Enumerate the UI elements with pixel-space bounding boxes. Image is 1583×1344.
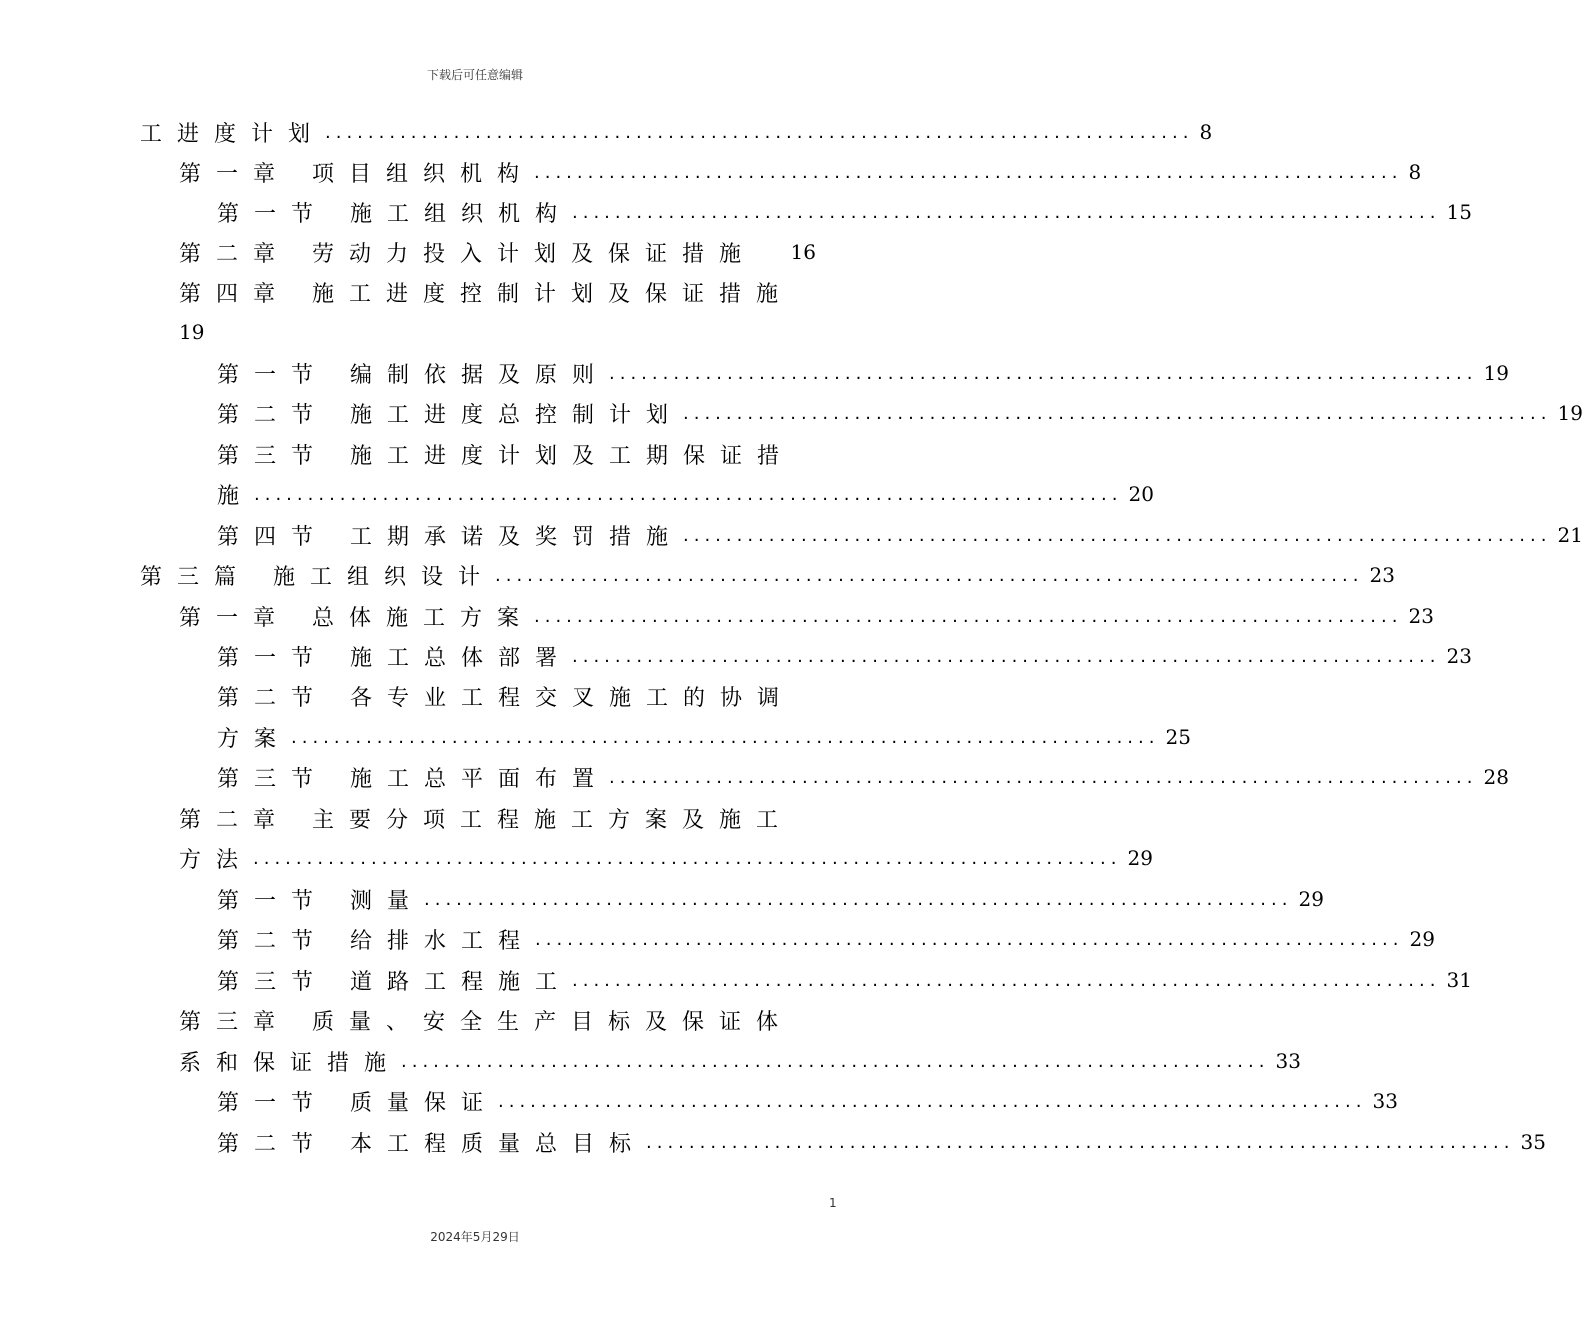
toc-entry-page: 8	[1408, 160, 1422, 184]
toc-entry[interactable]	[217, 393, 1583, 433]
toc-entry-page: 31	[1446, 968, 1472, 992]
toc-entry[interactable]	[217, 879, 1324, 919]
toc-entry[interactable]	[217, 919, 1435, 959]
toc-entry[interactable]	[140, 555, 1395, 595]
toc-leader-dots: .................................................................................	[291, 726, 1160, 748]
page-footer-date: 2024年5月29日	[430, 1230, 520, 1244]
toc-entry-page: 33	[1275, 1049, 1301, 1073]
toc-entry-page: 15	[1446, 200, 1472, 224]
toc-leader-dots: .................................................................................	[253, 847, 1122, 869]
toc-leader-dots: .................................................................................	[535, 928, 1404, 950]
page-number: 1	[829, 1196, 837, 1210]
toc-entry[interactable]	[217, 474, 1154, 514]
toc-entry-page: 23	[1408, 604, 1434, 628]
toc-leader-dots: .................................................................................	[572, 969, 1441, 991]
toc-entry-title: 工进度计划	[140, 121, 326, 147]
toc-entry-page: 29	[1127, 846, 1153, 870]
toc-entry[interactable]	[140, 112, 1213, 152]
toc-entry[interactable]	[217, 192, 1472, 232]
toc-entry[interactable]	[179, 152, 1422, 192]
toc-entry-title: 第三节 道路工程施工	[217, 969, 572, 995]
toc-entry-title: 第一章 项目组织机构	[179, 161, 534, 187]
toc-entry-title: 第一节 施工组织机构	[217, 201, 572, 227]
toc-leader-dots: .................................................................................	[495, 564, 1364, 586]
toc-entry[interactable]	[217, 1081, 1398, 1121]
toc-entry[interactable]	[217, 434, 794, 474]
toc-entry-page: 33	[1372, 1089, 1398, 1113]
toc-entry-title: 第四章 施工进度控制计划及保证措施	[179, 281, 793, 307]
toc-entry-page: 28	[1483, 765, 1509, 789]
toc-entry-title: 施	[217, 483, 255, 509]
toc-entry-title: 第四节 工期承诺及奖罚措施	[217, 524, 683, 550]
toc-entry-title: 第二章 劳动力投入计划及保证措施	[179, 241, 756, 267]
toc-entry[interactable]	[179, 312, 204, 352]
toc-leader-dots: .................................................................................	[325, 121, 1194, 143]
toc-entry-title: 第一节 质量保证	[217, 1090, 498, 1116]
toc-entry-page: 29	[1409, 927, 1435, 951]
toc-leader-dots: .................................................................................	[609, 362, 1478, 384]
toc-leader-dots: .................................................................................	[646, 1131, 1515, 1153]
toc-entry-title: 方法	[179, 847, 254, 873]
page-header: 下载后可任意编辑	[426, 68, 523, 82]
toc-entry-title: 系和保证措施	[179, 1050, 402, 1076]
toc-entry-page: 20	[1128, 482, 1154, 506]
toc-entry-title: 第一节 测量	[217, 888, 424, 914]
toc-entry-title: 第二节 施工进度总控制计划	[217, 402, 683, 428]
toc-entry[interactable]	[217, 960, 1472, 1000]
toc-entry-page: 21	[1557, 523, 1583, 547]
toc-leader-dots: .................................................................................	[498, 1090, 1367, 1112]
toc-entry-title: 第二节 给排水工程	[217, 928, 535, 954]
toc-leader-dots: .................................................................................	[572, 201, 1441, 223]
toc-entry-page: 23	[1446, 644, 1472, 668]
toc-entry-page: 19	[1483, 361, 1509, 385]
toc-leader-dots: .................................................................................	[401, 1050, 1270, 1072]
toc-leader-dots: .................................................................................	[424, 888, 1293, 910]
toc-leader-dots: .................................................................................	[534, 605, 1403, 627]
toc-leader-dots: .................................................................................	[572, 645, 1441, 667]
toc-entry-page: 19	[1557, 401, 1583, 425]
toc-entry[interactable]	[179, 232, 816, 272]
toc-entry-page: 23	[1369, 563, 1395, 587]
toc-entry-title: 第二节 本工程质量总目标	[217, 1131, 646, 1157]
toc-entry[interactable]	[217, 353, 1509, 393]
toc-entry-title: 第一章 总体施工方案	[179, 605, 534, 631]
toc-leader-dots: .................................................................................	[534, 161, 1403, 183]
toc-entry-page: 29	[1298, 887, 1324, 911]
toc-entry[interactable]	[217, 636, 1472, 676]
toc-entry-page: 8	[1199, 120, 1213, 144]
toc-entry[interactable]	[179, 272, 793, 312]
toc-entry-page: 35	[1520, 1130, 1546, 1154]
toc-entry-page: 16	[790, 240, 816, 264]
toc-entry[interactable]	[179, 1041, 1301, 1081]
toc-entry-title: 第三篇 施工组织设计	[140, 564, 495, 590]
toc-entry-title: 第一节 施工总体部署	[217, 645, 572, 671]
toc-entry-title: 第三节 施工进度计划及工期保证措	[217, 443, 794, 469]
toc-entry[interactable]	[217, 515, 1583, 555]
toc-entry[interactable]	[217, 1122, 1546, 1162]
toc-entry[interactable]	[179, 1000, 793, 1040]
toc-entry-title: 第三节 施工总平面布置	[217, 766, 609, 792]
toc-entry-page: 19	[179, 320, 205, 344]
toc-entry[interactable]	[217, 717, 1191, 757]
toc-leader-dots: .................................................................................	[254, 483, 1123, 505]
toc-entry[interactable]	[217, 757, 1509, 797]
toc-leader-dots: .................................................................................	[683, 524, 1552, 546]
toc-entry-title: 第一节 编制依据及原则	[217, 362, 609, 388]
toc-leader-dots: .................................................................................	[683, 402, 1552, 424]
toc-entry-page: 25	[1165, 725, 1191, 749]
toc-entry-title: 第二章 主要分项工程施工方案及施工	[179, 807, 793, 833]
toc-entry[interactable]	[179, 838, 1153, 878]
toc-entry[interactable]	[217, 676, 794, 716]
toc-entry-title: 第三章 质量、安全生产目标及保证体	[179, 1009, 793, 1035]
toc-entry[interactable]	[179, 596, 1434, 636]
toc-leader-dots: .................................................................................	[609, 766, 1478, 788]
toc-entry[interactable]	[179, 798, 793, 838]
toc-entry-title: 第二节 各专业工程交叉施工的协调	[217, 685, 794, 711]
toc-entry-title: 方案	[217, 726, 292, 752]
